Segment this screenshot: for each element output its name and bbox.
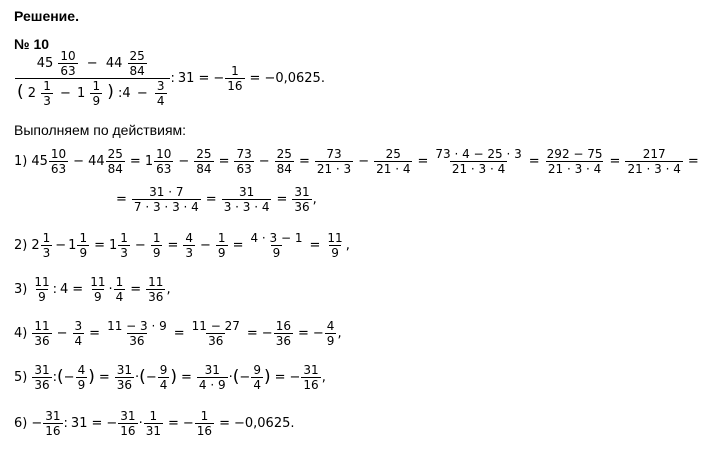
fraction: [325, 232, 344, 259]
math-symbol: −: [59, 86, 71, 101]
fraction-denominator: 7 · 3 · 3 · 4: [133, 200, 199, 214]
fraction-numerator: 11: [34, 275, 50, 289]
fraction-denominator: 36: [116, 378, 133, 392]
math-value: 4: [60, 282, 69, 297]
fraction-denominator: 63: [50, 162, 67, 176]
math-symbol: =: [98, 370, 110, 385]
fraction-numerator: 31 · 7: [149, 185, 184, 199]
math-symbol: −: [63, 370, 75, 385]
math-symbol: =: [687, 154, 699, 169]
math-value: 1: [109, 238, 118, 253]
fraction-numerator: 1: [43, 79, 51, 93]
math-symbol: =: [91, 416, 103, 431]
fraction: [190, 320, 242, 347]
fraction: [315, 148, 353, 175]
fraction-numerator: 10: [156, 147, 172, 161]
fraction: [234, 148, 253, 175]
fraction: [73, 320, 85, 347]
math-symbol: −: [136, 86, 148, 101]
fraction-numerator: 1: [42, 231, 51, 245]
fraction-denominator: 9: [77, 378, 86, 392]
fraction-numerator: 31: [45, 409, 61, 423]
fraction: [115, 364, 134, 391]
math-symbol: −: [258, 154, 270, 169]
fraction-numerator: 25: [276, 147, 292, 161]
fraction: [106, 148, 125, 175]
fraction: [76, 364, 88, 391]
fraction: [292, 186, 311, 213]
math-symbol: −: [182, 416, 194, 431]
math-symbol: (: [232, 367, 240, 387]
math-symbol: ): [263, 367, 271, 387]
fraction-denominator: 9: [92, 94, 101, 108]
solution-heading: Решение.: [14, 8, 79, 24]
math-symbol: −: [178, 154, 190, 169]
fraction-denominator: 31: [145, 424, 161, 438]
math-symbol: ·: [138, 416, 143, 431]
math-symbol: −: [358, 154, 370, 169]
math-symbol: =: [246, 326, 258, 341]
fraction-denominator: 4: [115, 290, 124, 304]
math-symbol: =: [232, 238, 244, 253]
fraction: [151, 232, 163, 259]
fraction-denominator: 21 · 4: [376, 162, 411, 176]
math-symbol: =: [297, 326, 309, 341]
math-symbol: :: [52, 370, 58, 385]
fraction-numerator: 25: [385, 147, 401, 161]
math-symbol: =: [167, 416, 179, 431]
fraction-numerator: 11 − 3 · 9: [107, 319, 167, 333]
task-result: −0,0625.: [264, 71, 325, 86]
fraction-numerator: 4: [326, 319, 335, 333]
fraction-denominator: 9: [272, 246, 281, 260]
fraction: [197, 364, 228, 391]
task-numerator: [35, 50, 150, 78]
fraction-denominator: 84: [196, 162, 212, 176]
math-symbol: =: [129, 154, 141, 169]
fraction-numerator: 73 · 4 − 25 · 3: [435, 147, 522, 161]
fraction-numerator: 25: [107, 147, 123, 161]
fraction: [105, 320, 169, 347]
fraction-numerator: 31: [303, 363, 319, 377]
fraction-numerator: 292 − 75: [546, 147, 603, 161]
fraction: [225, 65, 244, 92]
fraction-numerator: 25: [129, 49, 145, 63]
fraction-denominator: 63: [236, 162, 252, 176]
fraction: [118, 232, 130, 259]
fraction-numerator: 31: [116, 363, 133, 377]
fraction: [625, 148, 682, 175]
fraction-numerator: 217: [642, 147, 666, 161]
math-symbol: =: [218, 154, 230, 169]
step-label: 6): [14, 416, 28, 431]
fraction-denominator: 4: [156, 94, 165, 108]
fraction-numerator: 31: [238, 185, 255, 199]
fraction-numerator: 3: [74, 319, 83, 333]
fraction-numerator: 11: [90, 275, 106, 289]
task-number: № 10: [14, 36, 50, 52]
fraction-denominator: 63: [60, 64, 76, 78]
math-symbol: −: [73, 154, 85, 169]
math-symbol: −: [55, 238, 67, 253]
task-denominator: [15, 78, 170, 107]
math-symbol: =: [181, 370, 192, 385]
fraction-numerator: 1: [115, 275, 124, 289]
math-symbol: −: [261, 326, 273, 341]
math-symbol: ,: [345, 238, 350, 253]
step-label: 2): [14, 238, 28, 253]
fraction-denominator: 4: [159, 378, 168, 392]
fraction-numerator: 11: [148, 275, 164, 289]
fraction-numerator: 73: [236, 147, 252, 161]
fraction-denominator: 36: [294, 200, 310, 214]
fraction-denominator: 9: [79, 246, 88, 260]
fraction-numerator: 1: [120, 231, 128, 245]
fraction: [222, 186, 272, 213]
fraction-denominator: 9: [94, 290, 102, 304]
math-symbol: −: [312, 326, 324, 341]
step-5: [14, 364, 326, 391]
math-symbol: =: [609, 154, 621, 169]
fraction: [158, 364, 170, 391]
fraction-numerator: 4 · 3 − 1: [250, 231, 303, 245]
step-3: [14, 276, 171, 303]
math-symbol: (: [17, 82, 24, 102]
fraction-denominator: 16: [196, 424, 213, 438]
fraction: [32, 320, 51, 347]
math-symbol: ,: [321, 370, 326, 385]
fraction-denominator: 21 · 3 · 4: [451, 162, 506, 176]
math-symbol: ,: [337, 326, 342, 341]
fraction: [545, 148, 605, 175]
math-symbol: (: [57, 367, 64, 387]
fraction-denominator: 36: [34, 334, 50, 348]
divisor-value: 4: [122, 86, 131, 101]
math-symbol: ,: [166, 282, 171, 297]
math-symbol: ·: [108, 282, 113, 297]
math-symbol: =: [116, 192, 127, 207]
step-2: [14, 232, 350, 259]
math-symbol: :: [170, 71, 175, 86]
fraction-numerator: 4: [77, 363, 86, 377]
fraction: [41, 80, 53, 107]
math-symbol: (: [139, 367, 146, 387]
math-symbol: −: [213, 71, 225, 86]
fraction: [128, 50, 147, 77]
math-symbol: =: [89, 326, 101, 341]
math-symbol: =: [276, 192, 288, 207]
fraction-numerator: 31: [120, 409, 136, 423]
math-symbol: ·: [135, 370, 140, 385]
fraction-denominator: 3: [185, 246, 194, 260]
fraction-numerator: 11: [34, 319, 50, 333]
fraction: [144, 410, 163, 437]
step-6: [14, 410, 295, 437]
fraction-denominator: 84: [107, 162, 123, 176]
fraction-denominator: 36: [129, 334, 145, 348]
math-value: 45: [31, 154, 48, 169]
math-symbol: :: [63, 416, 68, 431]
fraction-denominator: 16: [227, 79, 243, 93]
fraction: [216, 232, 228, 259]
fraction-denominator: 16: [45, 424, 61, 438]
fraction-numerator: 9: [253, 363, 261, 377]
math-symbol: =: [173, 326, 185, 341]
math-symbol: −: [31, 416, 43, 431]
step-1-continuation: [112, 186, 317, 213]
fraction-numerator: 10: [50, 147, 67, 161]
fraction-denominator: 84: [129, 64, 145, 78]
fraction: [146, 276, 165, 303]
fraction-denominator: 9: [217, 246, 226, 260]
fraction: [301, 364, 320, 391]
fraction: [132, 186, 201, 213]
fraction-numerator: 9: [159, 363, 168, 377]
math-symbol: ): [170, 367, 177, 387]
math-symbol: ): [107, 82, 114, 102]
fraction-numerator: 1: [152, 231, 161, 245]
fraction: [77, 232, 89, 259]
fraction-numerator: 25: [196, 147, 212, 161]
math-symbol: −: [134, 238, 146, 253]
mixed-whole: 2: [27, 86, 37, 101]
fraction: [154, 148, 173, 175]
step-label: 3): [14, 282, 28, 297]
step-label: 4): [14, 326, 28, 341]
math-symbol: :: [118, 86, 123, 101]
math-symbol: −: [239, 370, 251, 385]
fraction-denominator: 21 · 3: [316, 162, 352, 176]
fraction-denominator: 21 · 3 · 4: [627, 162, 681, 176]
fraction-numerator: 73: [326, 147, 342, 161]
step-label: 1): [14, 154, 28, 169]
fraction-numerator: 11 − 27: [191, 319, 240, 333]
fraction-numerator: 1: [79, 231, 88, 245]
fraction-numerator: 1: [217, 231, 226, 245]
math-symbol: ,: [312, 192, 317, 207]
math-symbol: −: [145, 370, 157, 385]
math-value: 44: [88, 154, 105, 169]
fraction-denominator: 4 · 9: [198, 378, 226, 392]
fraction-denominator: 36: [148, 290, 164, 304]
fraction-denominator: 36: [208, 334, 224, 348]
fraction: [90, 80, 102, 107]
math-symbol: =: [219, 416, 230, 431]
fraction-numerator: 31: [34, 363, 50, 377]
fraction-denominator: 4: [74, 334, 83, 348]
fraction-denominator: 84: [276, 162, 292, 176]
math-symbol: =: [309, 238, 321, 253]
fraction-numerator: 3: [156, 79, 165, 93]
fraction-numerator: 1: [231, 64, 239, 78]
fraction: [374, 148, 412, 175]
fraction-denominator: 3 · 3 · 4: [223, 200, 270, 214]
fraction-denominator: 16: [120, 424, 136, 438]
step-label: 5): [14, 370, 28, 385]
fraction: [248, 232, 304, 259]
math-symbol: =: [130, 282, 142, 297]
math-symbol: =: [298, 154, 310, 169]
fraction: [118, 410, 137, 437]
math-symbol: =: [94, 238, 105, 253]
math-symbol: =: [167, 238, 179, 253]
fraction-numerator: 4: [185, 231, 194, 245]
fraction-numerator: 1: [92, 79, 101, 93]
mixed-whole: 45: [36, 56, 54, 71]
math-symbol: −: [289, 370, 301, 385]
fraction-denominator: 9: [152, 246, 161, 260]
math-symbol: =: [417, 154, 429, 169]
fraction-denominator: 3: [43, 94, 51, 108]
fraction: [183, 232, 195, 259]
task-divisor: 31: [177, 71, 195, 86]
fraction-numerator: 1: [200, 409, 209, 423]
fraction: [32, 364, 51, 391]
fraction-denominator: 3: [120, 246, 128, 260]
fraction-numerator: 10: [60, 49, 76, 63]
step-4: [14, 320, 342, 347]
intro-text: Выполняем по действиям:: [14, 122, 187, 138]
fraction: [114, 276, 126, 303]
fraction-numerator: 16: [275, 319, 291, 333]
math-symbol: =: [198, 71, 210, 86]
fraction: [49, 148, 68, 175]
mixed-whole: 1: [77, 86, 86, 101]
fraction-numerator: 11: [327, 231, 343, 245]
math-symbol: −: [56, 326, 68, 341]
math-symbol: =: [528, 154, 540, 169]
math-symbol: −: [86, 56, 98, 71]
math-value: 1: [144, 154, 154, 169]
fraction: [274, 320, 293, 347]
fraction-numerator: 1: [149, 409, 158, 423]
fraction-denominator: 9: [331, 246, 339, 260]
task-expression: [14, 50, 325, 107]
step-6-result: −0,0625.: [233, 416, 295, 431]
fraction-denominator: 4: [253, 378, 261, 392]
fraction-denominator: 9: [38, 290, 46, 304]
math-value: 31: [70, 416, 88, 431]
math-symbol: :: [52, 282, 58, 297]
fraction: [32, 276, 51, 303]
math-symbol: −: [106, 416, 118, 431]
fraction-denominator: 63: [156, 162, 172, 176]
math-symbol: ): [88, 367, 95, 387]
fraction-denominator: 9: [326, 334, 335, 348]
mixed-whole: 44: [105, 56, 123, 71]
fraction-denominator: 36: [34, 378, 50, 392]
fraction: [251, 364, 263, 391]
fraction: [155, 80, 167, 107]
fraction: [58, 50, 77, 77]
math-symbol: −: [200, 238, 211, 253]
math-symbol: =: [205, 192, 217, 207]
math-value: 1: [68, 238, 77, 253]
fraction-denominator: 16: [303, 378, 319, 392]
fraction-denominator: 21 · 3 · 4: [547, 162, 602, 176]
fraction-numerator: 31: [294, 185, 310, 199]
fraction-denominator: 36: [275, 334, 291, 348]
fraction: [194, 148, 213, 175]
fraction: [275, 148, 294, 175]
fraction: [43, 410, 62, 437]
fraction: [325, 320, 337, 347]
math-symbol: =: [249, 71, 261, 86]
step-1: [14, 148, 703, 175]
fraction-numerator: 31: [204, 363, 220, 377]
fraction: [195, 410, 214, 437]
fraction: [433, 148, 523, 175]
math-symbol: ·: [228, 370, 233, 385]
math-value: 2: [31, 238, 40, 253]
fraction: [41, 232, 53, 259]
fraction: [88, 276, 107, 303]
fraction-denominator: 3: [42, 246, 51, 260]
task-big-fraction: [15, 50, 170, 107]
math-symbol: =: [72, 282, 84, 297]
math-symbol: =: [274, 370, 286, 385]
